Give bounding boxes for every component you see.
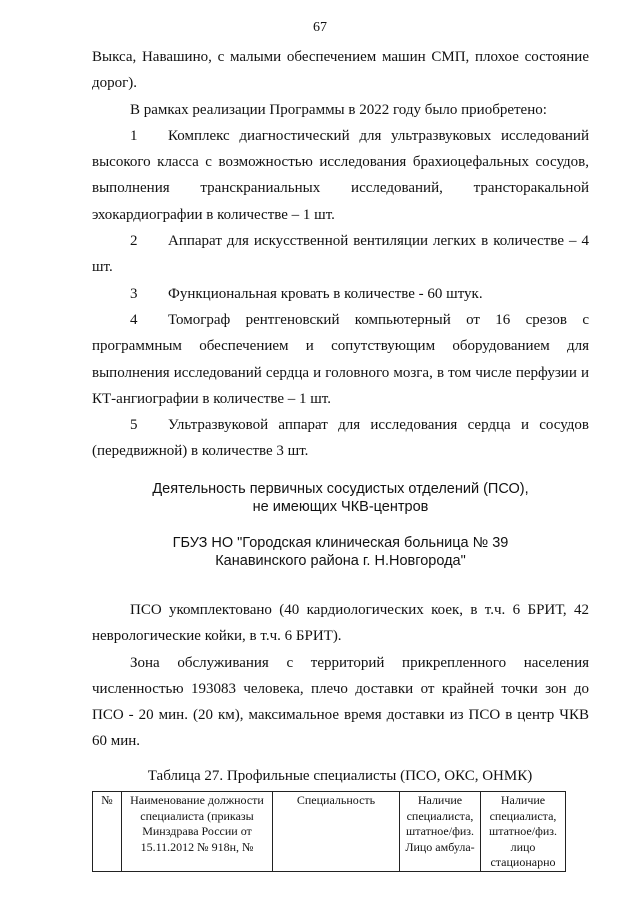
list-item-5 (92, 412, 589, 465)
section-heading (92, 480, 589, 516)
list-item-text: Аппарат для искусственной вентиляции легких в количестве – 4 шт. (92, 233, 589, 276)
section-heading-line-1: Деятельность первичных сосудистых отделений (ПСО), (152, 481, 529, 497)
intro-paragraph: Выкса, Навашино, с малыми обеспечением машин СМП, плохое состояние дорог). (92, 49, 589, 92)
list-item-text: Комплекс диагностический для ультразвуковых исследований высокого класса с возможностью исследования брахиоцефальных сосудов, выполнения транскраниальных исследований, трансторакальной эхокардиографии в количестве – 1 шт. (92, 127, 589, 223)
list-item-text: Томограф рентгеновский компьютерный от 16 срезов с программным обеспечением и сопутствующим оборудованием для выполнения исследований сердца и головного мозга, в том числе перфузии и КТ-ангиографии в количестве – 1 шт. (92, 311, 589, 407)
zone-paragraph: Зона обслуживания с территорий прикрепленного населения численностью 193083 человека, плечо доставки от крайней точки зон до ПСО - 20 мин. (20 км), максимальное время доставки из ПСО в центр ЧКВ 60 мин. (92, 654, 589, 750)
list-item-text: Ультразвуковой аппарат для исследования сердца и сосудов (передвижной) в количестве 3 шт. (92, 417, 589, 460)
list-item-text: Функциональная кровать в количестве - 60 штук. (168, 285, 483, 302)
list-item-number: 1 (130, 127, 138, 144)
pso-description (92, 597, 589, 755)
table-caption: Таблица 27. Профильные специалисты (ПСО, ОКС, ОНМК) (147, 768, 533, 784)
header-outpatient: Наличие специалиста, штатное/физ. Лицо амбула- (400, 792, 481, 872)
header-inpatient: Наличие специалиста, штатное/физ. лицо стационарно (481, 792, 566, 872)
section-heading-line-2: не имеющих ЧКВ-центров (252, 499, 429, 515)
hospital-heading-line-1: ГБУЗ НО "Городская клиническая больница № 39 (172, 535, 509, 551)
header-position: Наименование должности специалиста (приказы Минздрава России от 15.11.2012 № 918н, № (122, 792, 273, 872)
list-item-3 (92, 281, 589, 307)
list-item-1 (92, 123, 589, 228)
specialists-table (92, 791, 566, 872)
list-item-2 (92, 228, 589, 281)
list-item-number: 5 (130, 417, 138, 434)
list-item-number: 4 (130, 311, 138, 328)
table-header-row (93, 792, 566, 872)
document-body (92, 44, 589, 465)
list-item-number: 2 (130, 233, 138, 250)
header-number: № (93, 792, 122, 872)
page-number: 67 (313, 20, 327, 35)
list-item-4 (92, 307, 589, 412)
hospital-heading-line-2: Канавинского района г. Н.Новгорода" (215, 553, 466, 569)
program-paragraph: В рамках реализации Программы в 2022 году было приобретено: (130, 101, 547, 118)
list-item-number: 3 (130, 285, 138, 302)
header-specialty: Специальность (273, 792, 400, 872)
pso-paragraph: ПСО укомплектовано (40 кардиологических коек, в т.ч. 6 БРИТ, 42 неврологические койки, в т.ч. 6 БРИТ). (92, 602, 589, 645)
hospital-heading (92, 534, 589, 570)
